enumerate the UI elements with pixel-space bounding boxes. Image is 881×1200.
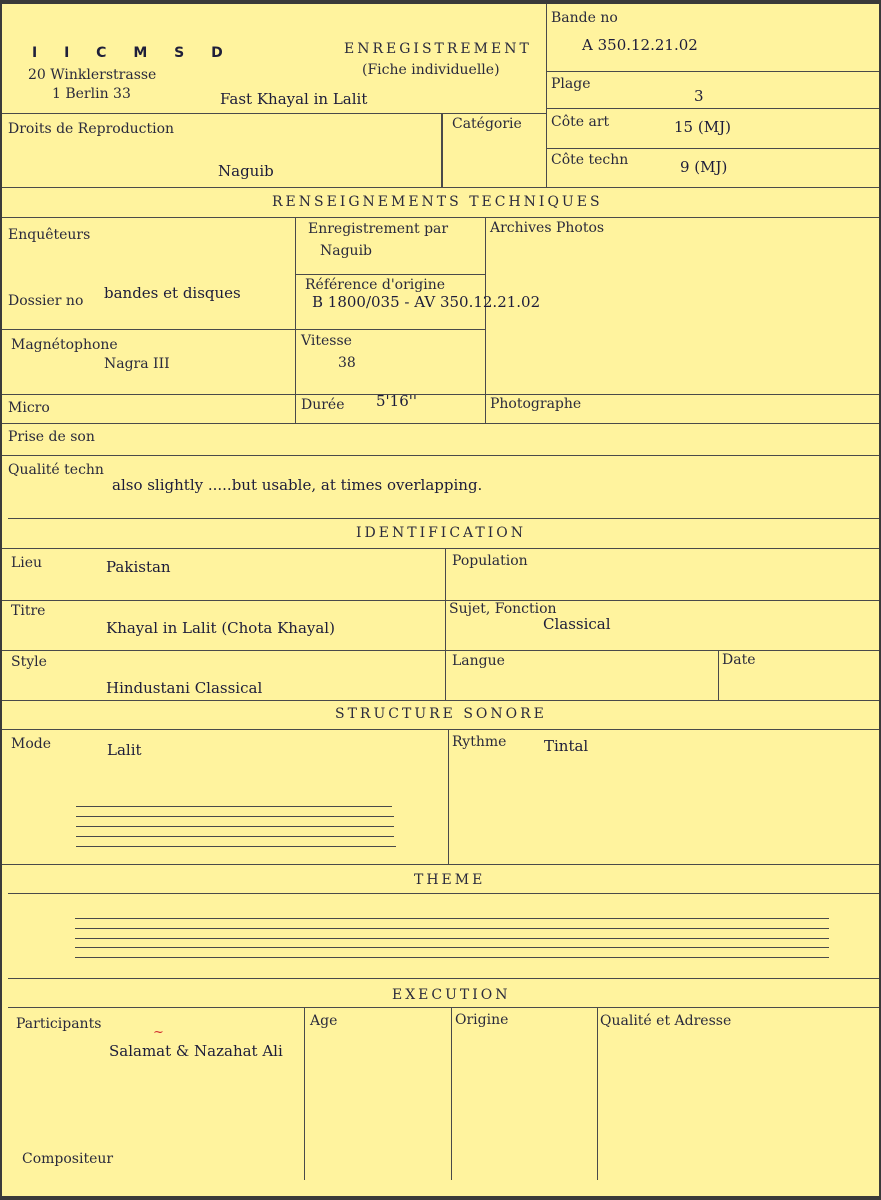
divider-dossier-bottom — [2, 329, 485, 330]
qualite-techn-label: Qualité techn — [8, 462, 104, 478]
dossier-value: bandes et disques — [104, 284, 241, 302]
divider-tech-col2 — [485, 217, 486, 423]
sujet-fonction-label: Sujet, Fonction — [449, 601, 557, 617]
structure-heading: STRUCTURE SONORE — [335, 706, 547, 722]
theme-staff-line — [75, 957, 829, 958]
cote-techn-label: Côte techn — [551, 152, 629, 168]
enqueteurs-label: Enquêteurs — [8, 227, 91, 243]
divider-magneto-bottom — [2, 394, 879, 395]
population-label: Population — [452, 553, 528, 569]
divider-micro-bottom — [2, 423, 879, 424]
execution-heading: EXECUTION — [392, 987, 511, 1003]
divider-structure-bottom — [2, 864, 879, 865]
theme-staff-line — [75, 918, 829, 919]
prise-de-son-label: Prise de son — [8, 429, 95, 445]
mode-staff-line — [76, 836, 394, 837]
divider-theme-bottom — [8, 978, 879, 979]
enregistrement-value: Naguib — [320, 243, 373, 259]
duree-value: 5'16'' — [376, 392, 418, 410]
langue-label: Langue — [452, 653, 505, 669]
photographe-label: Photographe — [490, 396, 582, 412]
date-label: Date — [722, 652, 756, 668]
categorie-label: Catégorie — [452, 116, 522, 132]
divider-exec-col1 — [304, 1007, 305, 1180]
mode-staff-line — [76, 816, 394, 817]
plage-value: 3 — [694, 87, 704, 105]
magnetophone-value: Nagra III — [104, 356, 170, 372]
divider-exec-col3 — [597, 1007, 598, 1180]
age-label: Age — [310, 1013, 338, 1029]
divider-tech-col1 — [295, 217, 296, 423]
divider-bande-column — [546, 4, 547, 187]
divider-enreg-bottom — [295, 274, 485, 275]
sujet-fonction-value: Classical — [543, 615, 611, 633]
cote-art-value: 15 (MJ) — [674, 118, 731, 136]
lieu-label: Lieu — [11, 555, 43, 571]
plage-label: Plage — [551, 76, 591, 92]
style-label: Style — [11, 654, 47, 670]
divider-titre-bottom — [2, 650, 879, 651]
rythme-label: Rythme — [452, 734, 507, 750]
magnetophone-label: Magnétophone — [11, 337, 118, 353]
qualite-techn-value: also slightly .....but usable, at times overlapping. — [112, 476, 483, 494]
style-value: Hindustani Classical — [106, 679, 263, 697]
reference-value: B 1800/035 - AV 350.12.21.02 — [312, 293, 541, 311]
micro-label: Micro — [8, 400, 50, 416]
divider-header-bottom — [2, 113, 546, 114]
mode-label: Mode — [11, 736, 52, 752]
handwritten-correction-mark: ~ — [153, 1025, 164, 1040]
divider-plage-bottom — [546, 108, 879, 109]
divider-date-col — [718, 650, 719, 700]
mode-staff-line — [76, 846, 396, 847]
bande-value: A 350.12.21.02 — [582, 36, 698, 54]
bande-label: Bande no — [551, 10, 618, 26]
mode-value: Lalit — [107, 741, 142, 759]
divider-cote-art-bottom — [546, 148, 879, 149]
divider-lieu-bottom — [2, 600, 879, 601]
recording-title: Fast Khayal in Lalit — [220, 90, 368, 108]
divider-structure-heading — [2, 729, 879, 730]
divider-style-bottom — [2, 700, 879, 701]
institution-address-line2: 1 Berlin 33 — [52, 86, 131, 102]
lieu-value: Pakistan — [106, 558, 171, 576]
titre-value: Khayal in Lalit (Chota Khayal) — [106, 619, 335, 637]
origine-label: Origine — [455, 1012, 509, 1028]
divider-top-block — [2, 187, 879, 188]
technical-heading: RENSEIGNEMENTS TECHNIQUES — [272, 194, 603, 210]
vitesse-value: 38 — [338, 355, 356, 371]
form-title: ENREGISTREMENT — [344, 41, 532, 57]
participants-label: Participants — [16, 1016, 102, 1032]
identification-heading: IDENTIFICATION — [356, 525, 526, 541]
divider-bande-bottom — [546, 71, 879, 72]
divider-exec-heading — [8, 1007, 879, 1008]
institution-address-line1: 20 Winklerstrasse — [28, 67, 157, 83]
dossier-label: Dossier no — [8, 293, 84, 309]
participants-value: Salamat & Nazahat Ali — [109, 1042, 283, 1060]
enregistrement-label: Enregistrement par — [308, 221, 449, 237]
droits-value: Naguib — [218, 162, 274, 180]
divider-theme-heading — [8, 893, 879, 894]
institution-name: I I C M S D — [32, 45, 234, 61]
theme-heading: THEME — [414, 872, 486, 888]
divider-tech-heading — [2, 217, 879, 218]
reference-label: Référence d'origine — [305, 277, 446, 293]
divider-ident-heading — [2, 548, 879, 549]
divider-prise-bottom — [2, 455, 879, 456]
qualite-adresse-label: Qualité et Adresse — [600, 1013, 732, 1029]
mode-staff-line — [76, 806, 392, 807]
vitesse-label: Vitesse — [301, 333, 352, 349]
divider-ident-col — [445, 548, 446, 700]
divider-structure-col — [448, 729, 449, 864]
cote-art-label: Côte art — [551, 114, 610, 130]
divider-categorie — [441, 113, 443, 188]
rythme-value: Tintal — [544, 737, 589, 755]
form-subtitle: (Fiche individuelle) — [362, 62, 500, 78]
divider-qualite-bottom — [8, 518, 879, 519]
theme-staff-line — [75, 938, 829, 939]
cote-techn-value: 9 (MJ) — [680, 158, 728, 176]
theme-staff-line — [75, 928, 829, 929]
divider-exec-col2 — [451, 1007, 452, 1180]
duree-label: Durée — [301, 397, 345, 413]
index-card — [2, 4, 879, 1196]
titre-label: Titre — [11, 603, 46, 619]
compositeur-label: Compositeur — [22, 1151, 114, 1167]
archives-photos-label: Archives Photos — [490, 220, 605, 236]
droits-label: Droits de Reproduction — [8, 121, 175, 137]
theme-staff-line — [75, 947, 829, 948]
mode-staff-line — [76, 826, 394, 827]
